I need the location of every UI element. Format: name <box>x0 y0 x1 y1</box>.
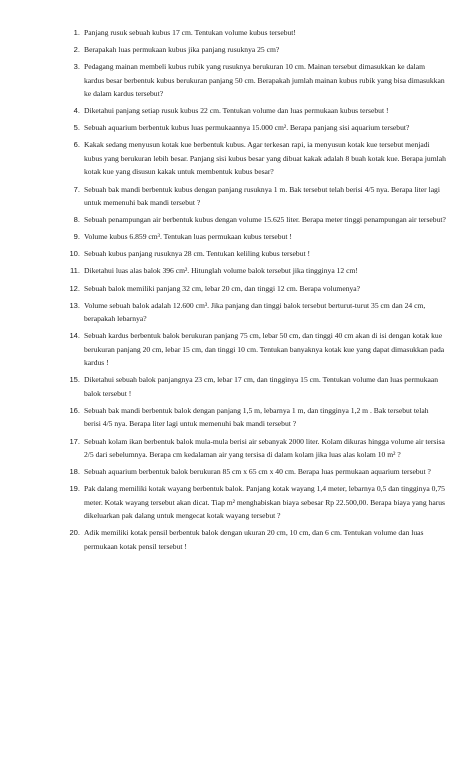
question-item <box>62 465 446 479</box>
question-number: 20. <box>69 528 80 538</box>
question-item <box>62 138 446 179</box>
question-number: 13. <box>69 300 80 310</box>
question-text: Sebuah kolam ikan berbentuk balok mula-mula berisi air sebanyak 2000 liter. Kolam dikuras hingga volume air tersisa 2/5 dari sebelumnya. Berapa cm kedalaman air yang tersisa di dalam kolam jika luas alas kolam 10 m² ? <box>84 436 445 459</box>
question-item <box>62 404 446 431</box>
question-item <box>62 104 446 118</box>
question-text: Pedagang mainan membeli kubus rubik yang rusuknya berukuran 10 cm. Mainan tersebut dimasukkan ke dalam kardus besar berbentuk kubus berukuran panjang 50 cm. Berapakah jumlah mainan kubus rubik yang bisa dimasukkan ke dalam kardus tersebut? <box>84 62 445 99</box>
question-item <box>62 183 446 210</box>
question-number: 16. <box>69 405 80 415</box>
question-text: Sebuah bak mandi berbentuk kubus dengan panjang rusuknya 1 m. Bak tersebut telah berisi 4/5 nya. Berapa liter lagi untuk memenuhi bak mandi tersebut ? <box>84 184 440 208</box>
question-item <box>62 264 446 278</box>
question-number: 8. <box>73 215 80 225</box>
question-number: 4. <box>73 106 80 116</box>
question-item <box>62 329 446 370</box>
question-item <box>62 435 446 462</box>
question-number: 17. <box>69 436 80 446</box>
question-number: 10. <box>69 249 80 259</box>
question-text: Diketahui sebuah balok panjangnya 23 cm, lebar 17 cm, dan tingginya 15 cm. Tentukan volume dan luas permukaan balok tersebut ! <box>84 375 439 398</box>
question-number: 19. <box>69 484 80 494</box>
question-text: Sebuah kubus panjang rusuknya 28 cm. Tentukan keliling kubus tersebut ! <box>84 249 311 259</box>
question-text: Sebuah aquarium berbentuk balok berukuran 85 cm x 65 cm x 40 cm. Berapa luas permukaan aquarium tersebut ? <box>84 467 431 477</box>
question-item <box>62 373 446 400</box>
question-list <box>62 26 446 553</box>
question-text: Sebuah balok memiliki panjang 32 cm, lebar 20 cm, dan tinggi 12 cm. Berapa volumenya? <box>84 283 361 293</box>
question-text: Diketahui panjang setiap rusuk kubus 22 cm. Tentukan volume dan luas permukaan kubus tersebut ! <box>84 106 389 116</box>
question-number: 3. <box>73 62 80 72</box>
question-text: Sebuah bak mandi berbentuk balok dengan panjang 1,5 m, lebarnya 1 m, dan tingginya 1,2 m . Bak tersebut telah berisi 4/5 nya. Berapa liter lagi untuk memenuhi bak mandi tersebut ? <box>84 405 429 429</box>
question-item <box>62 482 446 523</box>
question-text: Volume kubus 6.859 cm³. Tentukan luas permukaan kubus tersebut ! <box>84 232 292 242</box>
question-item <box>62 230 446 244</box>
question-number: 12. <box>69 283 80 293</box>
question-number: 6. <box>73 140 80 150</box>
question-number: 9. <box>73 232 80 242</box>
question-item <box>62 121 446 135</box>
question-text: Sebuah kardus berbentuk balok berukuran panjang 75 cm, lebar 50 cm, dan tinggi 40 cm akan di isi dengan kotak kue berukuran panjang 20 cm, lebar 15 cm, dan tinggi 10 cm. Tentukan banyaknya kotak kue yang dapat dimasukkan pada kardus ! <box>84 331 445 368</box>
question-text: Sebuah aquarium berbentuk kubus luas permukaannya 15.000 cm². Berapa panjang sisi aquarium tersebut? <box>84 123 410 133</box>
question-item <box>62 526 446 553</box>
question-item <box>62 247 446 261</box>
question-item <box>62 60 446 101</box>
question-item <box>62 26 446 40</box>
question-text: Diketahui luas alas balok 396 cm². Hitunglah volume balok tersebut jika tingginya 12 cm! <box>84 266 358 276</box>
question-number: 7. <box>73 184 80 194</box>
question-text: Kakak sedang menyusun kotak kue berbentuk kubus. Agar terkesan rapi, ia menyusun kotak kue tersebut menjadi kubus yang berukuran lebih besar. Panjang sisi kubus besar yang dibuat kakak adalah 8 buah kotak kue. Berapa jumlah kotak kue yang disusun kakak untuk membentuk kubus besar? <box>84 140 446 177</box>
question-item <box>62 43 446 57</box>
question-item <box>62 282 446 296</box>
question-text: Berapakah luas permukaan kubus jika panjang rusuknya 25 cm? <box>84 45 280 55</box>
question-item <box>62 299 446 326</box>
question-item <box>62 213 446 227</box>
question-text: Sebuah penampungan air berbentuk kubus dengan volume 15.625 liter. Berapa meter tinggi penampungan air tersebut? <box>84 215 446 225</box>
question-text: Volume sebuah balok adalah 12.600 cm³. Jika panjang dan tinggi balok tersebut berturut-turut 35 cm dan 24 cm, berapakah lebarnya? <box>84 300 426 324</box>
question-number: 1. <box>73 28 80 37</box>
question-text: Panjang rusuk sebuah kubus 17 cm. Tentukan volume kubus tersebut! <box>84 28 296 37</box>
question-number: 11. <box>70 266 80 276</box>
question-text: Adik memiliki kotak pensil berbentuk balok dengan ukuran 20 cm, 10 cm, dan 6 cm. Tentukan volume dan luas permukaan kotak pensil tersebut ! <box>84 528 424 551</box>
question-number: 14. <box>69 331 80 341</box>
question-number: 18. <box>69 467 80 477</box>
question-text: Pak dalang memiliki kotak wayang berbentuk balok. Panjang kotak wayang 1,4 meter, lebarnya 0,5 dan tingginya 0,75 meter. Kotak wayang tersebut akan dicat. Tiap m² menghabiskan biaya sebesar Rp 22.500,00. Berapa biaya yang harus dikeluarkan pak dalang untuk mengecat kotak wayang tersebut ? <box>84 484 445 521</box>
question-number: 5. <box>73 123 80 133</box>
question-number: 15. <box>69 375 80 385</box>
question-number: 2. <box>73 45 80 55</box>
